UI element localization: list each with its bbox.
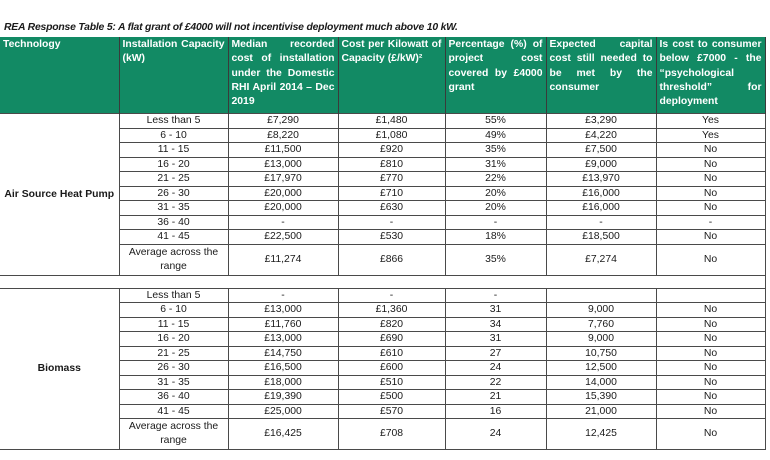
threshold-cell: - xyxy=(656,215,765,230)
header-percentage-covered: Percentage (%) of project cost covered by £4000 grant xyxy=(445,37,546,114)
median-cost-cell: £11,274 xyxy=(228,244,338,275)
percentage-cell: 49% xyxy=(445,128,546,143)
expected-cost-cell: £16,000 xyxy=(546,201,656,216)
median-cost-cell: £13,000 xyxy=(228,332,338,347)
threshold-cell: No xyxy=(656,157,765,172)
threshold-cell: Yes xyxy=(656,128,765,143)
cost-per-kw-cell: £920 xyxy=(338,143,445,158)
cost-per-kw-cell: £820 xyxy=(338,317,445,332)
median-cost-cell: £17,970 xyxy=(228,172,338,187)
cost-per-kw-cell: £510 xyxy=(338,375,445,390)
median-cost-cell: £8,220 xyxy=(228,128,338,143)
median-cost-cell: £13,000 xyxy=(228,157,338,172)
capacity-cell: 26 - 30 xyxy=(119,361,228,376)
cost-per-kw-cell: £610 xyxy=(338,346,445,361)
expected-cost-cell: £9,000 xyxy=(546,157,656,172)
cost-per-kw-cell: £570 xyxy=(338,404,445,419)
percentage-cell: 20% xyxy=(445,186,546,201)
percentage-cell: 16 xyxy=(445,404,546,419)
capacity-cell: 31 - 35 xyxy=(119,375,228,390)
cost-per-kw-cell: £630 xyxy=(338,201,445,216)
median-cost-cell: £11,760 xyxy=(228,317,338,332)
percentage-cell: 20% xyxy=(445,201,546,216)
threshold-cell: No xyxy=(656,244,765,275)
percentage-cell: 22% xyxy=(445,172,546,187)
median-cost-cell: £25,000 xyxy=(228,404,338,419)
median-cost-cell: £20,000 xyxy=(228,186,338,201)
expected-cost-cell: 15,390 xyxy=(546,390,656,405)
expected-cost-cell: £3,290 xyxy=(546,114,656,129)
threshold-cell: No xyxy=(656,346,765,361)
threshold-cell: No xyxy=(656,317,765,332)
percentage-cell: - xyxy=(445,288,546,303)
median-cost-cell: - xyxy=(228,288,338,303)
average-label-cell: Average across the range xyxy=(119,244,228,275)
expected-cost-cell: 7,760 xyxy=(546,317,656,332)
cost-per-kw-cell: £1,080 xyxy=(338,128,445,143)
percentage-cell: 18% xyxy=(445,230,546,245)
expected-cost-cell: - xyxy=(546,215,656,230)
threshold-cell: No xyxy=(656,332,765,347)
median-cost-cell: £14,750 xyxy=(228,346,338,361)
median-cost-cell: £16,500 xyxy=(228,361,338,376)
threshold-cell: No xyxy=(656,143,765,158)
threshold-cell: No xyxy=(656,201,765,216)
median-cost-cell: £7,290 xyxy=(228,114,338,129)
expected-cost-cell: £7,500 xyxy=(546,143,656,158)
percentage-cell: 21 xyxy=(445,390,546,405)
cost-per-kw-cell: £708 xyxy=(338,419,445,450)
technology-cell: Air Source Heat Pump xyxy=(0,114,119,276)
header-technology: Technology xyxy=(0,37,119,114)
threshold-cell: No xyxy=(656,303,765,318)
capacity-cell: 16 - 20 xyxy=(119,332,228,347)
cost-per-kw-cell: £810 xyxy=(338,157,445,172)
expected-cost-cell: £18,500 xyxy=(546,230,656,245)
cost-per-kw-cell: £866 xyxy=(338,244,445,275)
cost-per-kw-cell: £770 xyxy=(338,172,445,187)
table-row xyxy=(0,114,765,129)
threshold-cell: No xyxy=(656,419,765,450)
capacity-cell: 16 - 20 xyxy=(119,157,228,172)
spacer-cell xyxy=(0,275,765,288)
threshold-cell: Yes xyxy=(656,114,765,129)
expected-cost-cell: £4,220 xyxy=(546,128,656,143)
capacity-cell: 6 - 10 xyxy=(119,128,228,143)
percentage-cell: - xyxy=(445,215,546,230)
rea-response-table xyxy=(0,37,766,450)
cost-per-kw-cell: £530 xyxy=(338,230,445,245)
expected-cost-cell: 12,425 xyxy=(546,419,656,450)
percentage-cell: 31 xyxy=(445,303,546,318)
median-cost-cell: £20,000 xyxy=(228,201,338,216)
cost-per-kw-cell: £500 xyxy=(338,390,445,405)
capacity-cell: 41 - 45 xyxy=(119,404,228,419)
capacity-cell: 31 - 35 xyxy=(119,201,228,216)
technology-cell: Biomass xyxy=(0,288,119,450)
threshold-cell: No xyxy=(656,375,765,390)
capacity-cell: 41 - 45 xyxy=(119,230,228,245)
expected-cost-cell: £13,970 xyxy=(546,172,656,187)
spacer-row xyxy=(0,275,765,288)
median-cost-cell: £13,000 xyxy=(228,303,338,318)
capacity-cell: 36 - 40 xyxy=(119,390,228,405)
percentage-cell: 35% xyxy=(445,244,546,275)
expected-cost-cell: 10,750 xyxy=(546,346,656,361)
threshold-cell: No xyxy=(656,186,765,201)
capacity-cell: 21 - 25 xyxy=(119,346,228,361)
threshold-cell xyxy=(656,288,765,303)
threshold-cell: No xyxy=(656,404,765,419)
cost-per-kw-cell: - xyxy=(338,288,445,303)
median-cost-cell: - xyxy=(228,215,338,230)
capacity-cell: 36 - 40 xyxy=(119,215,228,230)
capacity-cell: Less than 5 xyxy=(119,288,228,303)
percentage-cell: 55% xyxy=(445,114,546,129)
capacity-cell: 6 - 10 xyxy=(119,303,228,318)
capacity-cell: 26 - 30 xyxy=(119,186,228,201)
median-cost-cell: £18,000 xyxy=(228,375,338,390)
capacity-cell: 11 - 15 xyxy=(119,143,228,158)
expected-cost-cell: 14,000 xyxy=(546,375,656,390)
cost-per-kw-cell: £1,480 xyxy=(338,114,445,129)
expected-cost-cell xyxy=(546,288,656,303)
percentage-cell: 24 xyxy=(445,419,546,450)
cost-per-kw-cell: £710 xyxy=(338,186,445,201)
cost-per-kw-cell: £690 xyxy=(338,332,445,347)
threshold-cell: No xyxy=(656,361,765,376)
capacity-cell: 11 - 15 xyxy=(119,317,228,332)
percentage-cell: 31% xyxy=(445,157,546,172)
median-cost-cell: £16,425 xyxy=(228,419,338,450)
median-cost-cell: £19,390 xyxy=(228,390,338,405)
percentage-cell: 31 xyxy=(445,332,546,347)
header-row xyxy=(0,37,765,114)
median-cost-cell: £11,500 xyxy=(228,143,338,158)
expected-cost-cell: £7,274 xyxy=(546,244,656,275)
percentage-cell: 35% xyxy=(445,143,546,158)
header-expected-capital-cost: Expected capital cost still needed to be met by the consumer xyxy=(546,37,656,114)
expected-cost-cell: 21,000 xyxy=(546,404,656,419)
percentage-cell: 22 xyxy=(445,375,546,390)
expected-cost-cell: £16,000 xyxy=(546,186,656,201)
percentage-cell: 24 xyxy=(445,361,546,376)
threshold-cell: No xyxy=(656,230,765,245)
average-label-cell: Average across the range xyxy=(119,419,228,450)
expected-cost-cell: 9,000 xyxy=(546,332,656,347)
percentage-cell: 34 xyxy=(445,317,546,332)
capacity-cell: 21 - 25 xyxy=(119,172,228,187)
header-below-threshold: Is cost to consumer below £7000 - the “psychological threshold” for deployment xyxy=(656,37,765,114)
cost-per-kw-cell: - xyxy=(338,215,445,230)
cost-per-kw-cell: £1,360 xyxy=(338,303,445,318)
median-cost-cell: £22,500 xyxy=(228,230,338,245)
table-body xyxy=(0,114,765,450)
header-cost-per-kw: Cost per Kilowatt of Capacity (£/kW)² xyxy=(338,37,445,114)
header-installation-capacity: Installation Capacity (kW) xyxy=(119,37,228,114)
table-caption: REA Response Table 5: A flat grant of £4000 will not incentivise deployment much above 10 kW. xyxy=(4,22,458,33)
capacity-cell: Less than 5 xyxy=(119,114,228,129)
threshold-cell: No xyxy=(656,172,765,187)
threshold-cell: No xyxy=(656,390,765,405)
header-median-cost: Median recorded cost of installation under the Domestic RHI April 2014 – Dec 2019 xyxy=(228,37,338,114)
cost-per-kw-cell: £600 xyxy=(338,361,445,376)
expected-cost-cell: 9,000 xyxy=(546,303,656,318)
percentage-cell: 27 xyxy=(445,346,546,361)
expected-cost-cell: 12,500 xyxy=(546,361,656,376)
table-row xyxy=(0,288,765,303)
